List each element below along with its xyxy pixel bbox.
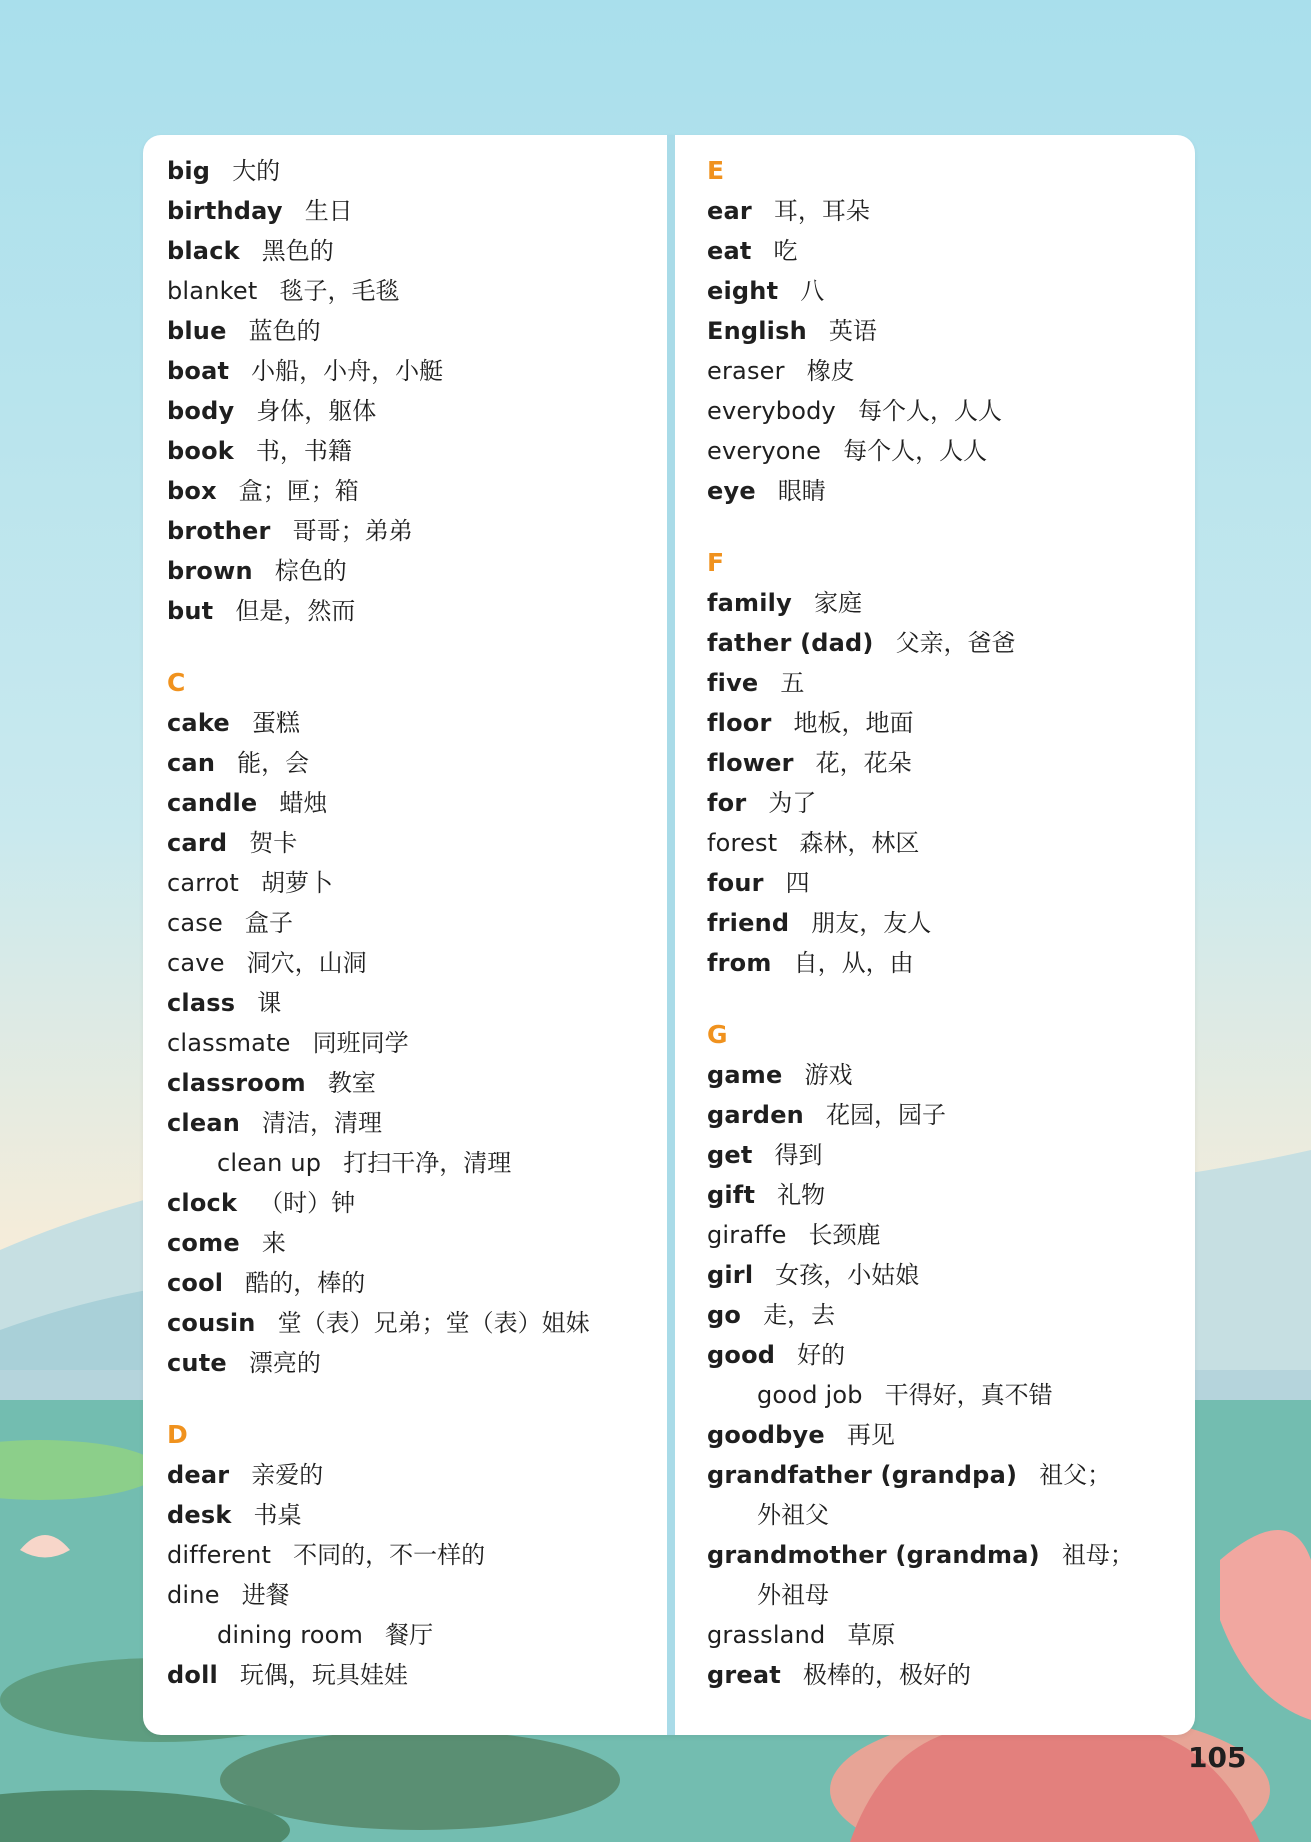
entry-meaning: 洞穴，山洞 — [246, 949, 367, 977]
entry-meaning: 大的 — [232, 157, 281, 185]
word-entry — [707, 703, 1177, 743]
section-letter: G — [707, 1020, 728, 1049]
word-entry — [167, 511, 657, 551]
entry-meaning: 餐厅 — [385, 1621, 434, 1649]
word-entry — [167, 391, 657, 431]
word-entry — [707, 1295, 1177, 1335]
word-entry — [167, 1303, 657, 1343]
entry-word: for — [707, 789, 747, 817]
word-entry — [167, 1183, 657, 1223]
entry-word: come — [167, 1229, 240, 1257]
entry-word: candle — [167, 789, 258, 817]
word-entry — [167, 1223, 657, 1263]
word-entry — [707, 1535, 1177, 1575]
entry-meaning: 贺卡 — [249, 829, 298, 857]
section-gap — [167, 1383, 657, 1415]
word-entry — [707, 783, 1177, 823]
entry-meaning: 花园，园子 — [825, 1101, 946, 1129]
word-entry — [167, 1495, 657, 1535]
entry-word: dine — [167, 1581, 220, 1609]
entry-word: English — [707, 317, 807, 345]
entry-meaning: 长颈鹿 — [808, 1221, 881, 1249]
entry-word: good — [707, 1341, 776, 1369]
entry-word: game — [707, 1061, 783, 1089]
entry-meaning: 花，花朵 — [815, 749, 912, 777]
entry-meaning: 玩偶，玩具娃娃 — [239, 1661, 408, 1689]
entry-word: case — [167, 909, 223, 937]
entry-word: classroom — [167, 1069, 306, 1097]
entry-meaning: 草原 — [847, 1621, 896, 1649]
word-entry — [167, 1655, 657, 1695]
entry-word: floor — [707, 709, 772, 737]
entry-word: boat — [167, 357, 230, 385]
word-entry — [167, 591, 657, 631]
word-entry — [707, 1255, 1177, 1295]
section-letter: D — [167, 1420, 188, 1449]
section-gap — [707, 983, 1177, 1015]
word-entry — [167, 1023, 657, 1063]
entry-meaning: 耳，耳朵 — [773, 197, 870, 225]
entry-word: book — [167, 437, 234, 465]
entry-meaning: 书桌 — [253, 1501, 302, 1529]
word-entry — [167, 1535, 657, 1575]
entry-meaning: 祖父； — [1039, 1461, 1112, 1489]
word-entry — [707, 1095, 1177, 1135]
entry-word: desk — [167, 1501, 232, 1529]
entry-word: brown — [167, 557, 253, 585]
entry-word: great — [707, 1661, 781, 1689]
entry-meaning: 八 — [800, 277, 825, 305]
entry-word: but — [167, 597, 214, 625]
word-entry — [707, 391, 1177, 431]
entry-meaning: 书，书籍 — [255, 437, 352, 465]
entry-word: doll — [167, 1661, 218, 1689]
entry-meaning: 四 — [785, 869, 810, 897]
word-entry — [167, 471, 657, 511]
entry-word: forest — [707, 829, 778, 857]
entry-meaning: 眼睛 — [777, 477, 826, 505]
entry-word: grassland — [707, 1621, 826, 1649]
entry-meaning: 游戏 — [804, 1061, 853, 1089]
word-entry — [167, 1455, 657, 1495]
entry-meaning: 每个人，人人 — [857, 397, 1002, 425]
meaning-continuation: 外祖母 — [757, 1581, 829, 1609]
entry-word: class — [167, 989, 236, 1017]
section-letter: C — [167, 668, 186, 697]
entry-meaning: 极棒的，极好的 — [802, 1661, 971, 1689]
entry-word: cousin — [167, 1309, 256, 1337]
entry-meaning: （时）钟 — [259, 1189, 356, 1217]
entry-word: everybody — [707, 397, 836, 425]
sub-entry — [707, 1375, 1177, 1415]
word-entry — [707, 1615, 1177, 1655]
entry-word: carrot — [167, 869, 239, 897]
entry-meaning: 身体，躯体 — [256, 397, 377, 425]
word-entry — [707, 351, 1177, 391]
entry-meaning: 礼物 — [777, 1181, 826, 1209]
entry-word: dining room — [217, 1621, 364, 1649]
word-entry — [167, 743, 657, 783]
entry-meaning: 酷的，棒的 — [245, 1269, 366, 1297]
entry-word: goodbye — [707, 1421, 825, 1449]
entry-meaning: 生日 — [304, 197, 353, 225]
entry-meaning: 走，去 — [763, 1301, 836, 1329]
word-entry — [167, 1343, 657, 1383]
entry-meaning: 来 — [261, 1229, 286, 1257]
word-entry — [707, 1655, 1177, 1695]
entry-meaning: 得到 — [774, 1141, 823, 1169]
entry-meaning: 黑色的 — [261, 237, 334, 265]
entry-meaning: 吃 — [773, 237, 798, 265]
entry-meaning: 课 — [257, 989, 282, 1017]
entry-word: gift — [707, 1181, 756, 1209]
entry-meaning: 棕色的 — [274, 557, 347, 585]
word-entry — [167, 151, 657, 191]
entry-meaning: 五 — [780, 669, 805, 697]
word-entry — [167, 551, 657, 591]
entry-meaning: 橡皮 — [806, 357, 855, 385]
entry-meaning: 每个人，人人 — [843, 437, 988, 465]
entry-word: different — [167, 1541, 272, 1569]
word-entry — [167, 983, 657, 1023]
word-entry — [707, 583, 1177, 623]
entry-meaning: 蓝色的 — [248, 317, 321, 345]
word-entry — [707, 431, 1177, 471]
entry-word: black — [167, 237, 240, 265]
word-entry — [167, 1263, 657, 1303]
word-entry — [707, 863, 1177, 903]
entry-word: blue — [167, 317, 227, 345]
entry-meaning: 蜡烛 — [279, 789, 328, 817]
entry-word: cake — [167, 709, 230, 737]
entry-meaning: 家庭 — [813, 589, 862, 617]
entry-word: grandmother (grandma) — [707, 1541, 1040, 1569]
entry-word: big — [167, 157, 211, 185]
word-entry — [707, 663, 1177, 703]
entry-word: body — [167, 397, 235, 425]
word-entry — [707, 231, 1177, 271]
entry-meaning: 教室 — [327, 1069, 376, 1097]
entry-word: four — [707, 869, 764, 897]
sub-entry — [167, 1143, 657, 1183]
word-entry — [707, 1335, 1177, 1375]
entry-word: five — [707, 669, 759, 697]
entry-meaning: 但是，然而 — [235, 597, 356, 625]
entry-word: flower — [707, 749, 794, 777]
section-gap — [707, 511, 1177, 543]
entry-word: dear — [167, 1461, 230, 1489]
entry-word: clean — [167, 1109, 241, 1137]
entry-word: garden — [707, 1101, 804, 1129]
entry-meaning: 自，从，由 — [793, 949, 914, 977]
entry-word: eat — [707, 237, 752, 265]
page-number: 105 — [1188, 1741, 1247, 1774]
word-entry — [167, 191, 657, 231]
entry-meaning: 小船，小舟，小艇 — [251, 357, 444, 385]
glossary-card — [143, 135, 1195, 1735]
entry-word: girl — [707, 1261, 754, 1289]
word-entry — [167, 863, 657, 903]
entry-word: blanket — [167, 277, 258, 305]
entry-word: card — [167, 829, 228, 857]
word-entry — [707, 1415, 1177, 1455]
entry-word: cave — [167, 949, 225, 977]
word-entry — [707, 623, 1177, 663]
word-entry — [167, 271, 657, 311]
entry-word: friend — [707, 909, 790, 937]
word-entry — [707, 1175, 1177, 1215]
entry-word: cute — [167, 1349, 227, 1377]
sub-entry — [167, 1615, 657, 1655]
entry-meaning: 能，会 — [237, 749, 310, 777]
word-entry — [707, 943, 1177, 983]
entry-meaning: 不同的，不一样的 — [293, 1541, 486, 1569]
word-entry — [167, 943, 657, 983]
meaning-continuation: 外祖父 — [757, 1501, 829, 1529]
word-entry — [707, 823, 1177, 863]
entry-meaning: 再见 — [846, 1421, 895, 1449]
entry-meaning: 胡萝卜 — [260, 869, 333, 897]
word-entry — [167, 231, 657, 271]
entry-word: grandfather (grandpa) — [707, 1461, 1018, 1489]
entry-meaning: 盒；匣；箱 — [238, 477, 359, 505]
word-entry — [167, 431, 657, 471]
word-entry — [707, 471, 1177, 511]
entry-meaning: 哥哥；弟弟 — [292, 517, 413, 545]
entry-meaning: 清洁，清理 — [262, 1109, 383, 1137]
entry-word: family — [707, 589, 792, 617]
entry-meaning: 英语 — [828, 317, 877, 345]
entry-word: brother — [167, 517, 271, 545]
entry-word: everyone — [707, 437, 822, 465]
word-entry — [707, 1455, 1177, 1495]
word-entry — [167, 1103, 657, 1143]
entry-meaning: 同班同学 — [312, 1029, 409, 1057]
section-gap — [167, 631, 657, 663]
word-entry — [707, 271, 1177, 311]
entry-word: father (dad) — [707, 629, 874, 657]
entry-meaning: 父亲，爸爸 — [895, 629, 1016, 657]
word-entry — [707, 311, 1177, 351]
entry-word: classmate — [167, 1029, 291, 1057]
entry-word: cool — [167, 1269, 224, 1297]
entry-meaning: 进餐 — [241, 1581, 290, 1609]
word-entry — [707, 743, 1177, 783]
entry-meaning: 祖母； — [1061, 1541, 1134, 1569]
entry-word: go — [707, 1301, 742, 1329]
entry-meaning: 朋友，友人 — [811, 909, 932, 937]
word-entry — [167, 351, 657, 391]
entry-meaning: 干得好，真不错 — [884, 1381, 1053, 1409]
section-letter: E — [707, 156, 725, 185]
entry-meaning: 堂（表）兄弟；堂（表）姐妹 — [277, 1309, 590, 1337]
entry-word: get — [707, 1141, 753, 1169]
entry-word: eraser — [707, 357, 785, 385]
word-entry — [707, 1135, 1177, 1175]
entry-word: box — [167, 477, 217, 505]
entry-word: good job — [757, 1381, 863, 1409]
entry-meaning: 为了 — [768, 789, 817, 817]
column-divider — [667, 135, 675, 1735]
entry-meaning: 地板，地面 — [793, 709, 914, 737]
entry-meaning: 蛋糕 — [251, 709, 300, 737]
section-letter: F — [707, 548, 725, 577]
word-entry — [707, 903, 1177, 943]
left-column — [167, 151, 657, 1695]
entry-meaning: 好的 — [797, 1341, 846, 1369]
entry-word: from — [707, 949, 772, 977]
entry-word: clock — [167, 1189, 238, 1217]
entry-word: eye — [707, 477, 756, 505]
entry-word: ear — [707, 197, 752, 225]
entry-word: giraffe — [707, 1221, 787, 1249]
word-entry — [167, 903, 657, 943]
entry-meaning: 漂亮的 — [248, 1349, 321, 1377]
entry-meaning: 打扫干净，清理 — [343, 1149, 512, 1177]
word-entry — [167, 823, 657, 863]
entry-meaning: 盒子 — [244, 909, 293, 937]
word-entry — [707, 1215, 1177, 1255]
word-entry — [167, 1575, 657, 1615]
entry-meaning: 毯子，毛毯 — [279, 277, 400, 305]
word-entry — [167, 703, 657, 743]
entry-meaning: 亲爱的 — [251, 1461, 324, 1489]
entry-word: clean up — [217, 1149, 322, 1177]
word-entry — [167, 311, 657, 351]
entry-word: birthday — [167, 197, 283, 225]
word-entry — [707, 191, 1177, 231]
word-entry — [707, 1055, 1177, 1095]
entry-word: can — [167, 749, 216, 777]
word-entry — [167, 783, 657, 823]
right-column — [707, 151, 1177, 1695]
entry-word: eight — [707, 277, 779, 305]
word-entry — [167, 1063, 657, 1103]
entry-meaning: 女孩，小姑娘 — [775, 1261, 920, 1289]
entry-meaning: 森林，林区 — [799, 829, 920, 857]
